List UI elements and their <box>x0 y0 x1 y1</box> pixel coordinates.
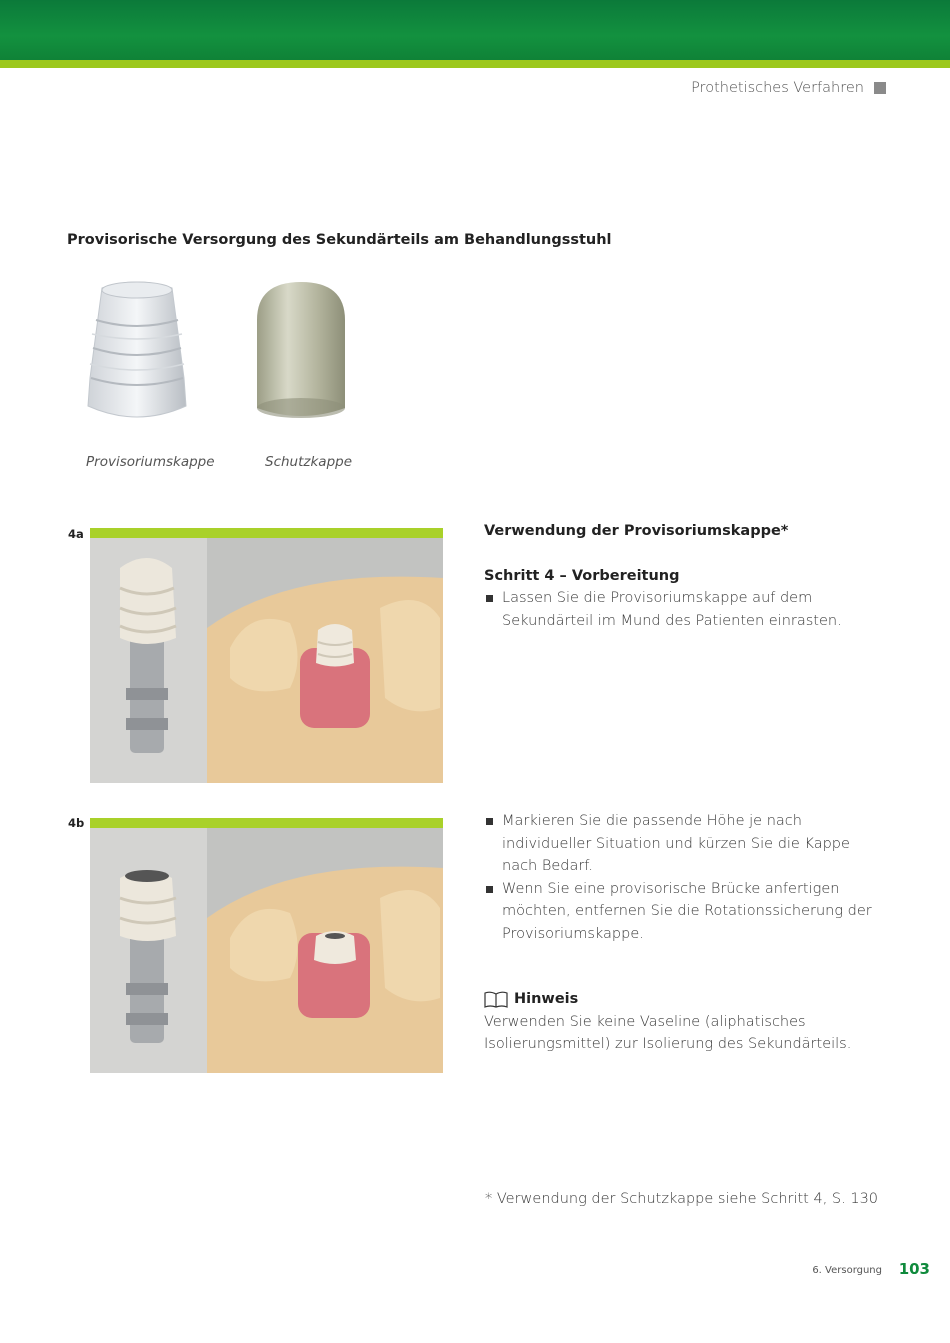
chapter-label: Prothetisches Verfahren <box>691 80 864 96</box>
protective-cap-image <box>255 280 347 422</box>
figure-label-4a: 4a <box>68 527 84 541</box>
section-title: Provisorische Versorgung des Sekundärteils am Behandlungsstuhl <box>67 232 612 248</box>
chapter-square-icon <box>874 82 886 94</box>
footnote: * Verwendung der Schutzkappe siehe Schritt 4, S. 130 <box>485 1191 879 1207</box>
figure-bar-4b <box>90 818 443 828</box>
page-number: 103 <box>898 1260 930 1278</box>
step4-heading: Verwendung der Provisoriumskappe* <box>484 523 789 539</box>
chapter-title <box>691 80 886 96</box>
figure-label-4b: 4b <box>68 816 85 830</box>
book-icon <box>484 990 508 1008</box>
protective-cap-caption: Schutzkappe <box>265 454 353 470</box>
step4-subheading: Schritt 4 – Vorbereitung <box>484 567 680 584</box>
provisional-cap-image <box>82 278 192 428</box>
header-stripe <box>0 60 950 68</box>
figure-bar-4a <box>90 528 443 538</box>
provisional-cap-caption: Provisoriumskappe <box>86 454 215 470</box>
figure-photo-4a <box>90 538 443 783</box>
figure-photo-4b <box>90 828 443 1073</box>
note-box <box>484 988 884 1056</box>
step4-text <box>484 520 884 632</box>
note-title: Hinweis <box>514 991 579 1007</box>
footer-section: 6. Versorgung <box>812 1265 882 1276</box>
header-band <box>0 0 950 60</box>
note-text: Verwenden Sie keine Vaseline (aliphatisches Isolierungsmittel) zur Isolierung des Sekundärteils. <box>484 1013 852 1052</box>
step4b-bullet-2: Wenn Sie eine provisorische Brücke anfertigen möchten, entfernen Sie die Rotationssicherung der Provisoriumskappe. <box>484 878 884 946</box>
step4-bullet: Lassen Sie die Provisoriumskappe auf dem Sekundärteil im Mund des Patienten einrasten. <box>484 587 884 632</box>
step4b-text <box>484 810 884 945</box>
step4b-bullet-1: Markieren Sie die passende Höhe je nach individueller Situation und kürzen Sie die Kappe nach Bedarf. <box>484 810 884 878</box>
